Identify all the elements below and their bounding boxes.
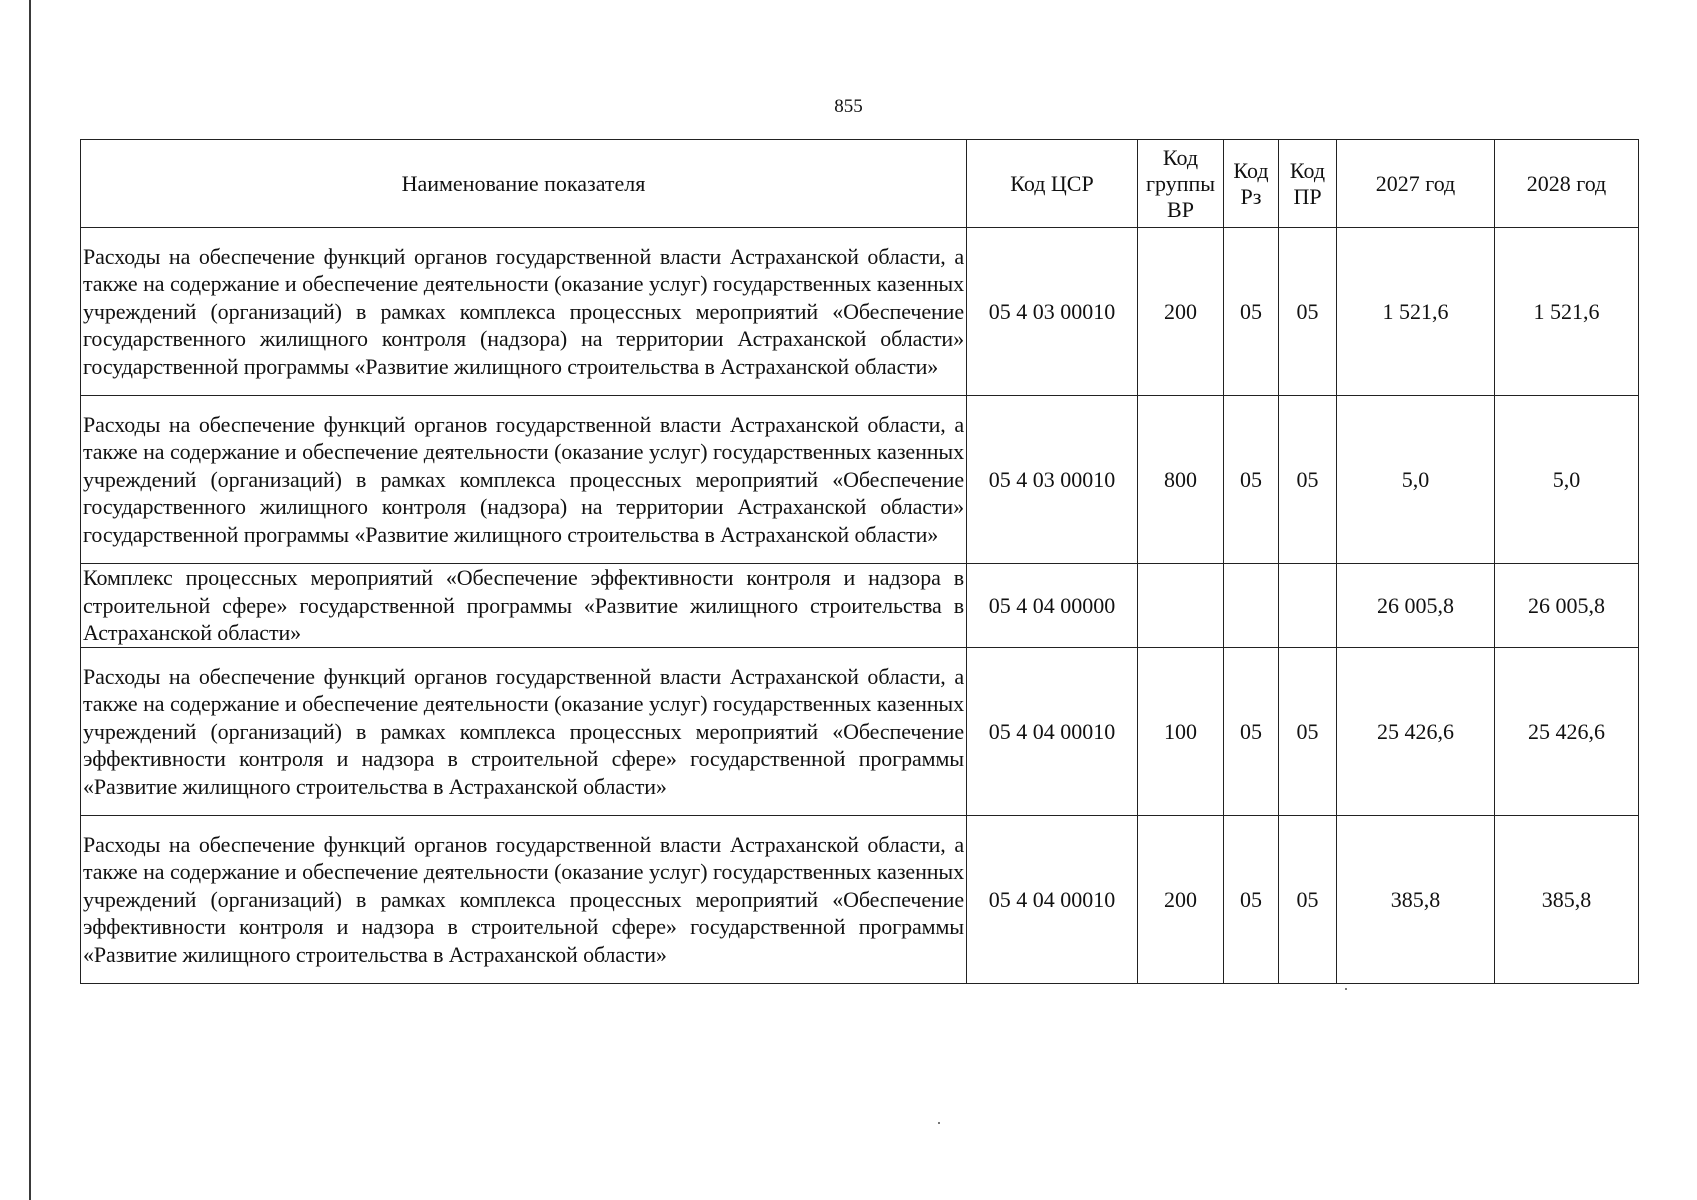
row-rz-code: [1224, 564, 1279, 648]
row-name: Расходы на обеспечение функций органов государственной власти Астраханской области, а также на содержание и обеспечение деятельности (оказание услуг) государственных казенных учреждений (организаций) в рамках комплекса процессных мероприятий «Обеспечение государственного жилищного контроля (надзора) на территории Астраханской области» государственной программы «Развитие жилищного строительства в Астраханской области»: [81, 228, 967, 396]
row-pr-code: 05: [1279, 228, 1337, 396]
header-year-2028: 2028 год: [1495, 140, 1639, 228]
header-pr-code: Код ПР: [1279, 140, 1337, 228]
header-name: Наименование показателя: [81, 140, 967, 228]
header-rz-code: Код Рз: [1224, 140, 1279, 228]
scan-edge-line: [29, 0, 31, 1200]
row-vr-code: [1138, 564, 1224, 648]
row-csr-code: 05 4 03 00010: [967, 396, 1138, 564]
scan-speck: [938, 1122, 940, 1124]
row-value-2027: 26 005,8: [1337, 564, 1495, 648]
header-year-2027: 2027 год: [1337, 140, 1495, 228]
row-value-2028: 5,0: [1495, 396, 1639, 564]
page-number: 855: [834, 96, 863, 117]
header-csr-code: Код ЦСР: [967, 140, 1138, 228]
row-name: Расходы на обеспечение функций органов государственной власти Астраханской области, а также на содержание и обеспечение деятельности (оказание услуг) государственных казенных учреждений (организаций) в рамках комплекса процессных мероприятий «Обеспечение эффективности контроля и надзора в строительной сфере» государственной программы «Развитие жилищного строительства в Астраханской области»: [81, 816, 967, 984]
row-csr-code: 05 4 04 00010: [967, 648, 1138, 816]
table-row: [81, 816, 1639, 984]
row-rz-code: 05: [1224, 648, 1279, 816]
row-pr-code: 05: [1279, 816, 1337, 984]
row-vr-code: 200: [1138, 228, 1224, 396]
row-vr-code: 800: [1138, 396, 1224, 564]
row-value-2028: 25 426,6: [1495, 648, 1639, 816]
table-row: [81, 228, 1639, 396]
row-rz-code: 05: [1224, 396, 1279, 564]
row-value-2028: 26 005,8: [1495, 564, 1639, 648]
row-vr-code: 200: [1138, 816, 1224, 984]
row-value-2028: 1 521,6: [1495, 228, 1639, 396]
row-pr-code: 05: [1279, 648, 1337, 816]
row-name: Комплекс процессных мероприятий «Обеспечение эффективности контроля и надзора в строительной сфере» государственной программы «Развитие жилищного строительства в Астраханской области»: [81, 564, 967, 648]
table-header-row: [81, 140, 1639, 228]
row-value-2027: 25 426,6: [1337, 648, 1495, 816]
row-pr-code: [1279, 564, 1337, 648]
row-value-2027: 1 521,6: [1337, 228, 1495, 396]
row-csr-code: 05 4 04 00000: [967, 564, 1138, 648]
row-value-2028: 385,8: [1495, 816, 1639, 984]
table-row: [81, 648, 1639, 816]
row-rz-code: 05: [1224, 816, 1279, 984]
row-pr-code: 05: [1279, 396, 1337, 564]
row-csr-code: 05 4 03 00010: [967, 228, 1138, 396]
row-name: Расходы на обеспечение функций органов государственной власти Астраханской области, а также на содержание и обеспечение деятельности (оказание услуг) государственных казенных учреждений (организаций) в рамках комплекса процессных мероприятий «Обеспечение государственного жилищного контроля (надзора) на территории Астраханской области» государственной программы «Развитие жилищного строительства в Астраханской области»: [81, 396, 967, 564]
row-value-2027: 5,0: [1337, 396, 1495, 564]
table-row: [81, 396, 1639, 564]
row-vr-code: 100: [1138, 648, 1224, 816]
row-rz-code: 05: [1224, 228, 1279, 396]
budget-table: [80, 139, 1639, 984]
table-row: [81, 564, 1639, 648]
row-name: Расходы на обеспечение функций органов государственной власти Астраханской области, а также на содержание и обеспечение деятельности (оказание услуг) государственных казенных учреждений (организаций) в рамках комплекса процессных мероприятий «Обеспечение эффективности контроля и надзора в строительной сфере» государственной программы «Развитие жилищного строительства в Астраханской области»: [81, 648, 967, 816]
scan-speck: [1345, 988, 1347, 990]
row-csr-code: 05 4 04 00010: [967, 816, 1138, 984]
header-vr-code: Код группы ВР: [1138, 140, 1224, 228]
row-value-2027: 385,8: [1337, 816, 1495, 984]
